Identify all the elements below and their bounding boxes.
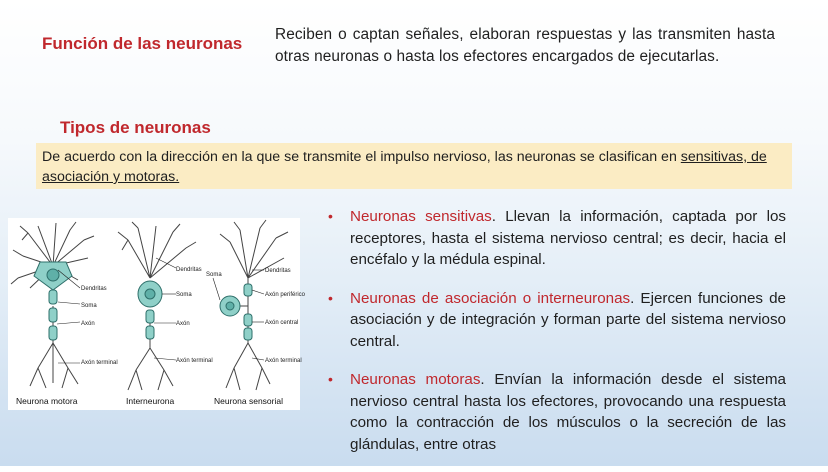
label-dendritas-3: Dendritas [265,268,291,274]
caption-neurona-sensorial: Neurona sensorial [214,396,283,406]
list-item [322,369,786,455]
label-axon-terminal-1: Axón terminal [81,360,118,366]
neuron-diagram [8,218,306,410]
classification-text: De acuerdo con la dirección en la que se transmite el impulso nervioso, las neuronas se clasifican en [42,149,681,165]
caption-interneurona: Interneurona [126,396,175,406]
caption-neurona-motora: Neurona motora [16,396,78,406]
label-axon-2: Axón [176,321,190,327]
bullet-marker: • [328,208,333,224]
bullet-marker: • [328,371,333,387]
label-soma-2: Soma [176,292,192,298]
label-axon-central: Axón central [265,320,299,326]
classification-box [36,143,792,189]
funcion-title: Función de las neuronas [42,34,243,53]
list-item [322,288,786,353]
motor-axon-segment-1 [49,290,57,304]
classification-underlined: sensitivas, de asociación y motoras. [42,149,767,185]
neuron-types-list [322,206,786,472]
label-axon-terminal-3: Axón terminal [265,358,302,364]
label-axon-1: Axón [81,321,95,327]
bullet-term: Neuronas motoras [350,371,481,388]
bullet-text: . Ejercen funciones de asociación y de integración y forman parte del sistema nervioso central. [350,289,786,350]
bullet-term: Neuronas de asociación o interneuronas [350,289,631,307]
label-dendritas-2: Dendritas [176,267,202,273]
funcion-description: Reciben o captan señales, elaboran respuestas y las transmiten hasta otras neuronas o hasta los efectores encargados de ejecutarlas. [275,26,775,65]
label-axon-terminal-2: Axón terminal [176,358,213,364]
bullet-marker: • [328,289,333,306]
tipos-title: Tipos de neuronas [60,118,211,137]
bullet-text: . Envían la información desde el sistema nervioso central hasta los efectores, provocando una respuesta como la contracción de los músculos o la secreción de las glándulas, entre otras [350,371,786,453]
bullet-text: . Llevan la información, captada por los receptores, hasta el sistema nervioso central; es decir, hacia el encéfalo y la médula espinal. [350,208,786,268]
bullet-term: Neuronas sensitivas [350,208,492,225]
interneuron-drawing [118,222,196,390]
label-axon-periferico: Axón periférico [265,292,306,298]
label-soma-3: Soma [206,272,222,278]
label-soma-1: Soma [81,303,97,309]
list-item [322,206,786,271]
neuron-types-figure [8,218,306,410]
label-dendritas-1: Dendritas [81,286,107,292]
